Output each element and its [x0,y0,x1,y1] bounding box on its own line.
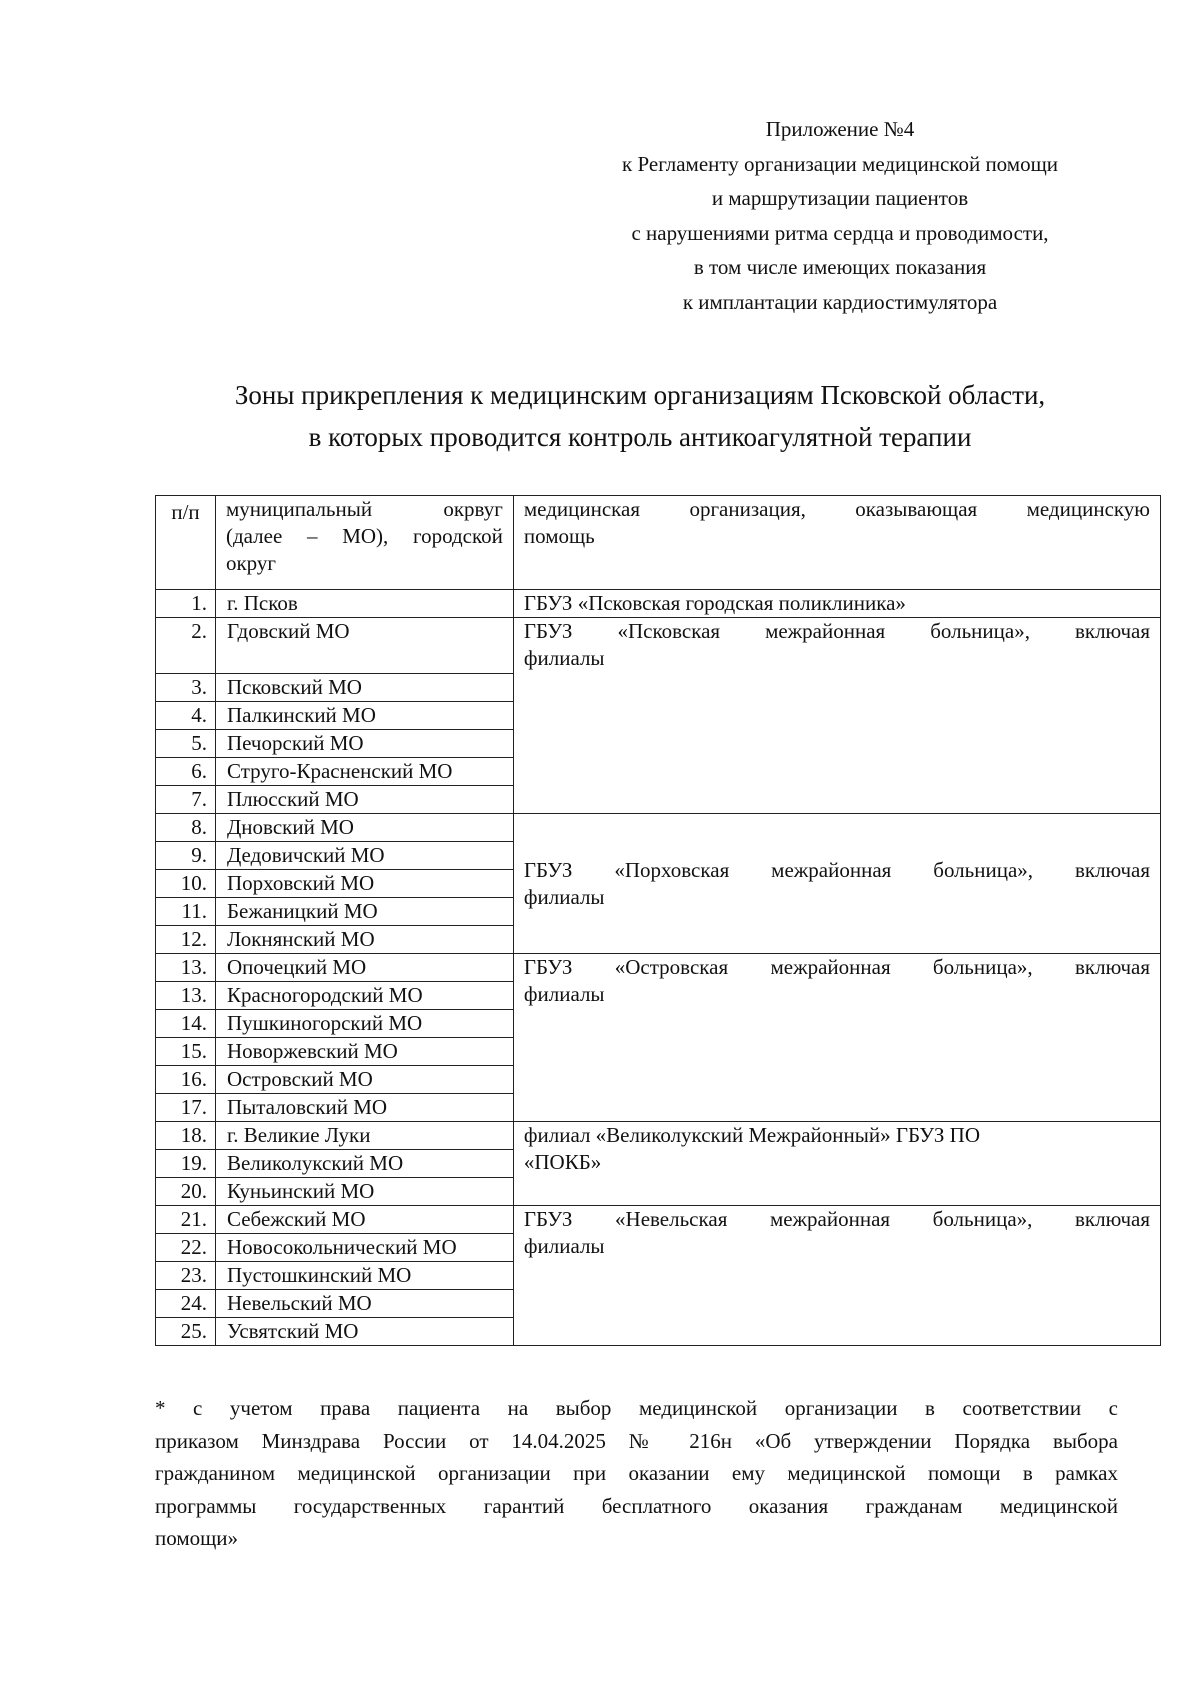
footnote-line: * с учетом права пациента на выбор медицинской организации в соответствии с [155,1396,1118,1420]
organization-line: ГБУЗ «Псковская городская поликлиника» [523,591,906,615]
row-num: 4. [156,702,216,730]
header-organization [513,496,1160,590]
organization-line: филиалы [523,884,605,909]
row-organization [513,1206,1160,1346]
zones-table [155,495,1161,1346]
row-municipality: Плюсский МО [215,786,513,814]
row-num: 8. [156,814,216,842]
row-municipality: Куньинский МО [215,1178,513,1206]
row-num: 14. [156,1010,216,1038]
appendix-line: в том числе имеющих показания [693,255,987,279]
row-municipality: Печорский МО [215,730,513,758]
row-num: 3. [156,674,216,702]
row-num: 16. [156,1066,216,1094]
row-num: 20. [156,1178,216,1206]
row-num: 7. [156,786,216,814]
row-municipality: Красногородский МО [215,982,513,1010]
row-num: 5. [156,730,216,758]
row-organization [513,1122,1160,1206]
header-num: п/п [156,496,216,590]
row-num: 2. [156,618,216,674]
footnote-line: помощи» [155,1526,239,1550]
row-municipality: Гдовский МО [215,618,513,674]
document-title [150,374,1130,458]
row-municipality: Пушкиногорский МО [215,1010,513,1038]
appendix-line: и маршрутизации пациентов [711,186,969,210]
row-organization [513,618,1160,814]
header-municipality-line: (далее – МО), городской [225,524,503,548]
row-num: 19. [156,1150,216,1178]
row-municipality: Струго-Красненский МО [215,758,513,786]
row-organization [513,954,1160,1122]
organization-line: ГБУЗ «Невельская межрайонная больница», включая [523,1207,1150,1231]
header-municipality [215,496,513,590]
row-municipality: Опочецкий МО [215,954,513,982]
header-municipality-line: муниципальный окрвуг [225,497,503,521]
header-organization-line: помощь [523,524,595,548]
table-row [156,618,1161,674]
row-num: 25. [156,1318,216,1346]
row-num: 12. [156,926,216,954]
row-municipality: Невельский МО [215,1290,513,1318]
organization-line: ГБУЗ «Порховская межрайонная больница», включая [523,857,1150,882]
appendix-line: к Регламенту организации медицинской помощи [622,151,1058,176]
row-num: 22. [156,1234,216,1262]
organization-line: филиал «Великолукский Межрайонный» ГБУЗ ПО [523,1123,980,1147]
header-organization-line: медицинская организация, оказывающая медицинскую [523,497,1150,521]
organization-line: филиалы [523,1234,605,1258]
row-organization [513,814,1160,954]
row-num: 23. [156,1262,216,1290]
row-municipality: Псковский МО [215,674,513,702]
footnote-line: гражданином медицинской организации при оказании ему медицинской помощи в рамках [155,1461,1118,1485]
row-organization [513,590,1160,618]
row-municipality: Себежский МО [215,1206,513,1234]
row-municipality: Островский МО [215,1066,513,1094]
row-num: 15. [156,1038,216,1066]
row-num: 10. [156,870,216,898]
appendix-header [560,112,1120,319]
row-municipality: Порховский МО [215,870,513,898]
row-municipality: Пыталовский МО [215,1094,513,1122]
row-num: 18. [156,1122,216,1150]
row-municipality: Бежаницкий МО [215,898,513,926]
organization-line: ГБУЗ «Псковская межрайонная больница», включая [523,619,1150,643]
row-municipality: Палкинский МО [215,702,513,730]
organization-line: филиалы [523,982,605,1006]
appendix-line: к имплантации кардиостимулятора [682,289,998,314]
header-municipality-line: округ [225,551,277,575]
row-municipality: Пустошкинский МО [215,1262,513,1290]
row-municipality: Усвятский МО [215,1318,513,1346]
row-municipality: Дедовичский МО [215,842,513,870]
footnote [155,1392,1118,1555]
table-row [156,814,1161,842]
row-municipality: г. Великие Луки [215,1122,513,1150]
row-num: 13. [156,982,216,1010]
footnote-line: приказом Минздрава России от 14.04.2025 № 216н «Об утверждении Порядка выбора [155,1428,1118,1453]
row-num: 11. [156,898,216,926]
table-row [156,590,1161,618]
title-line-1: Зоны прикрепления к медицинским организациям Псковской области, [234,380,1046,410]
row-municipality: г. Псков [215,590,513,618]
table-row [156,954,1161,982]
row-municipality: Великолукский МО [215,1150,513,1178]
row-num: 21. [156,1206,216,1234]
row-num: 9. [156,842,216,870]
row-municipality: Новосокольнический МО [215,1234,513,1262]
table-row [156,1122,1161,1150]
row-municipality: Локнянский МО [215,926,513,954]
appendix-line: с нарушениями ритма сердца и проводимости, [631,220,1049,245]
footnote-line: программы государственных гарантий бесплатного оказания гражданам медицинской [155,1493,1118,1518]
row-municipality: Дновский МО [215,814,513,842]
row-num: 17. [156,1094,216,1122]
row-municipality: Новоржевский МО [215,1038,513,1066]
row-num: 1. [156,590,216,618]
row-num: 6. [156,758,216,786]
organization-line: ГБУЗ «Островская межрайонная больница», включая [523,955,1150,979]
organization-line: «ПОКБ» [523,1150,602,1174]
row-num: 13. [156,954,216,982]
row-num: 24. [156,1290,216,1318]
appendix-line: Приложение №4 [765,117,915,141]
table-header-row [156,496,1161,590]
table-row [156,1206,1161,1234]
organization-line: филиалы [523,646,605,670]
title-line-2: в которых проводится контроль антикоагулятной терапии [308,422,972,452]
